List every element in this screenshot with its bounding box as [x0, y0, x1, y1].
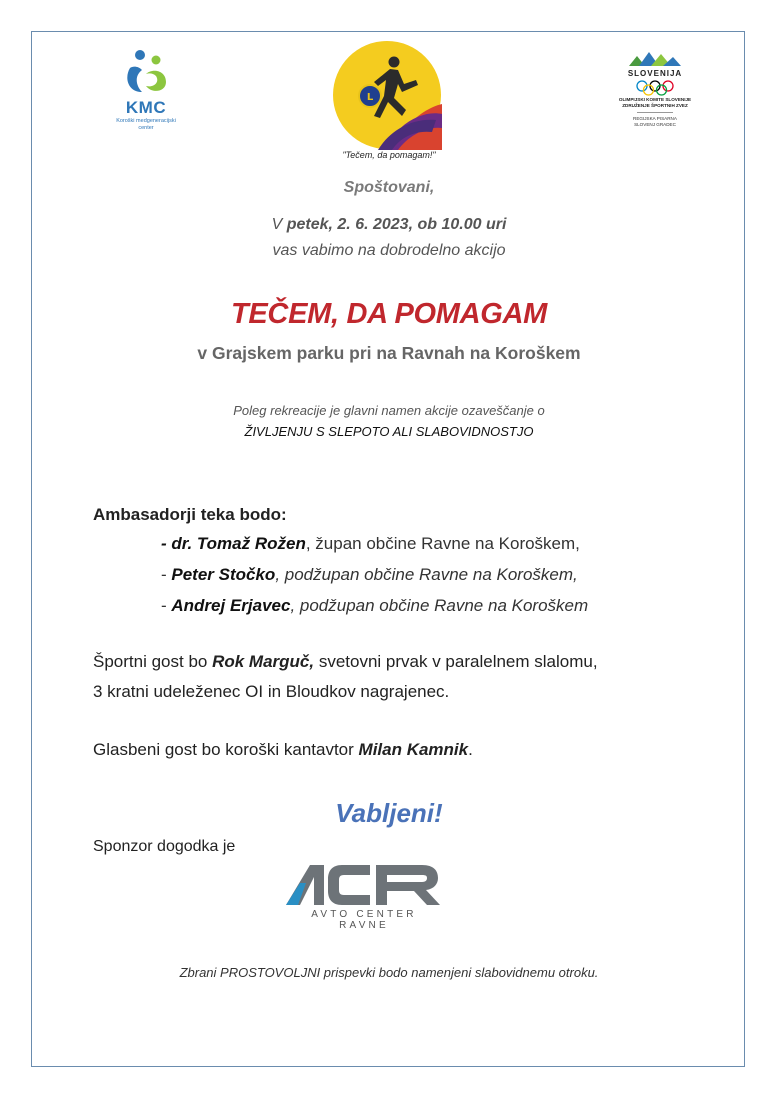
acr-sponsor-logo — [284, 863, 444, 931]
oks-line-3: REGIJSKA PISARNA — [633, 116, 677, 121]
ambassador-role: , podžupan občine Ravne na Koroškem — [290, 596, 589, 615]
emblem-motto: "Tečem, da pomagam!" — [342, 150, 436, 160]
kmc-subtitle-2: center — [138, 125, 154, 131]
ambassador-role: , podžupan občine Ravne na Koroškem, — [275, 565, 578, 584]
ambassador-name: Peter Stočko — [171, 565, 276, 584]
acr-subtitle: AVTO CENTER RAVNE — [311, 909, 417, 931]
music-guest-name: Milan Kamnik — [358, 740, 469, 759]
kmc-subtitle-1: Koroški medgeneracijski — [116, 118, 176, 124]
oks-line-4: SLOVENJ GRADEC — [634, 122, 676, 127]
sport-prefix: Športni gost bo — [93, 652, 213, 671]
svg-text:L: L — [366, 92, 374, 103]
kmc-title: KMC — [125, 98, 167, 117]
music-prefix: Glasbeni gost bo koroški kantavtor — [93, 740, 359, 759]
music-guest-line — [93, 740, 473, 760]
sport-guest-line-2: 3 kratni udeleženec OI in Bloudkov nagrajenec. — [93, 682, 450, 701]
ambassador-item — [161, 596, 588, 616]
sponsor-label: Sponzor dogodka je — [93, 838, 236, 855]
purpose-line-1: Poleg rekreacije je glavni namen akcije ozaveščanje o — [233, 403, 545, 418]
ambassador-item — [161, 565, 578, 585]
kmc-logo — [110, 48, 182, 132]
event-datetime — [0, 216, 778, 234]
sport-guest-name: Rok Marguč, — [212, 652, 315, 671]
datetime-prefix: V — [271, 216, 287, 233]
event-title: TEČEM, DA POMAGAM — [230, 298, 548, 330]
run-emblem-logo — [332, 40, 442, 150]
ambassador-name: dr. Tomaž Rožen — [171, 534, 306, 553]
purpose-line-2: ŽIVLJENJU S SLEPOTO ALI SLABOVIDNOSTJO — [244, 424, 534, 439]
slovenia-oks-logo — [600, 48, 710, 128]
ambassador-dash: - — [161, 565, 172, 584]
ambassador-role: , župan občine Ravne na Koroškem, — [305, 534, 580, 553]
greeting: Spoštovani, — [343, 179, 435, 196]
mountains-icon — [627, 48, 683, 68]
ambassador-dash: - — [161, 596, 172, 615]
welcome-text: Vabljeni! — [335, 798, 443, 828]
invite-line: vas vabimo na dobrodelno akcijo — [272, 242, 506, 259]
datetime-value: petek, 2. 6. 2023, ob 10.00 uri — [286, 216, 507, 233]
oks-line-2: ZDRUŽENJE ŠPORTNIH ZVEZ — [622, 103, 688, 108]
music-suffix: . — [468, 740, 473, 759]
event-location: v Grajskem parku pri na Ravnah na Koroškem — [197, 343, 581, 363]
slovenia-title: SLOVENIJA — [627, 69, 683, 78]
oks-divider — [637, 112, 673, 113]
acr-mark-icon — [284, 863, 444, 907]
sport-suffix: svetovni prvak v paralelnem slalomu, — [314, 652, 598, 671]
ambassadors-heading: Ambasadorji teka bodo: — [93, 505, 287, 524]
footer-note: Zbrani PROSTOVOLJNI prispevki bodo namenjeni slabovidnemu otroku. — [179, 965, 599, 980]
ambassador-dash: - — [161, 534, 172, 553]
olympic-rings-icon — [634, 80, 676, 96]
sport-guest-line-1 — [93, 652, 598, 672]
oks-line-1: OLIMPIJSKI KOMITE SLOVENIJE — [618, 97, 692, 102]
kmc-people-icon — [116, 48, 176, 96]
ambassador-item — [161, 534, 580, 554]
ambassador-name: Andrej Erjavec — [171, 596, 291, 615]
